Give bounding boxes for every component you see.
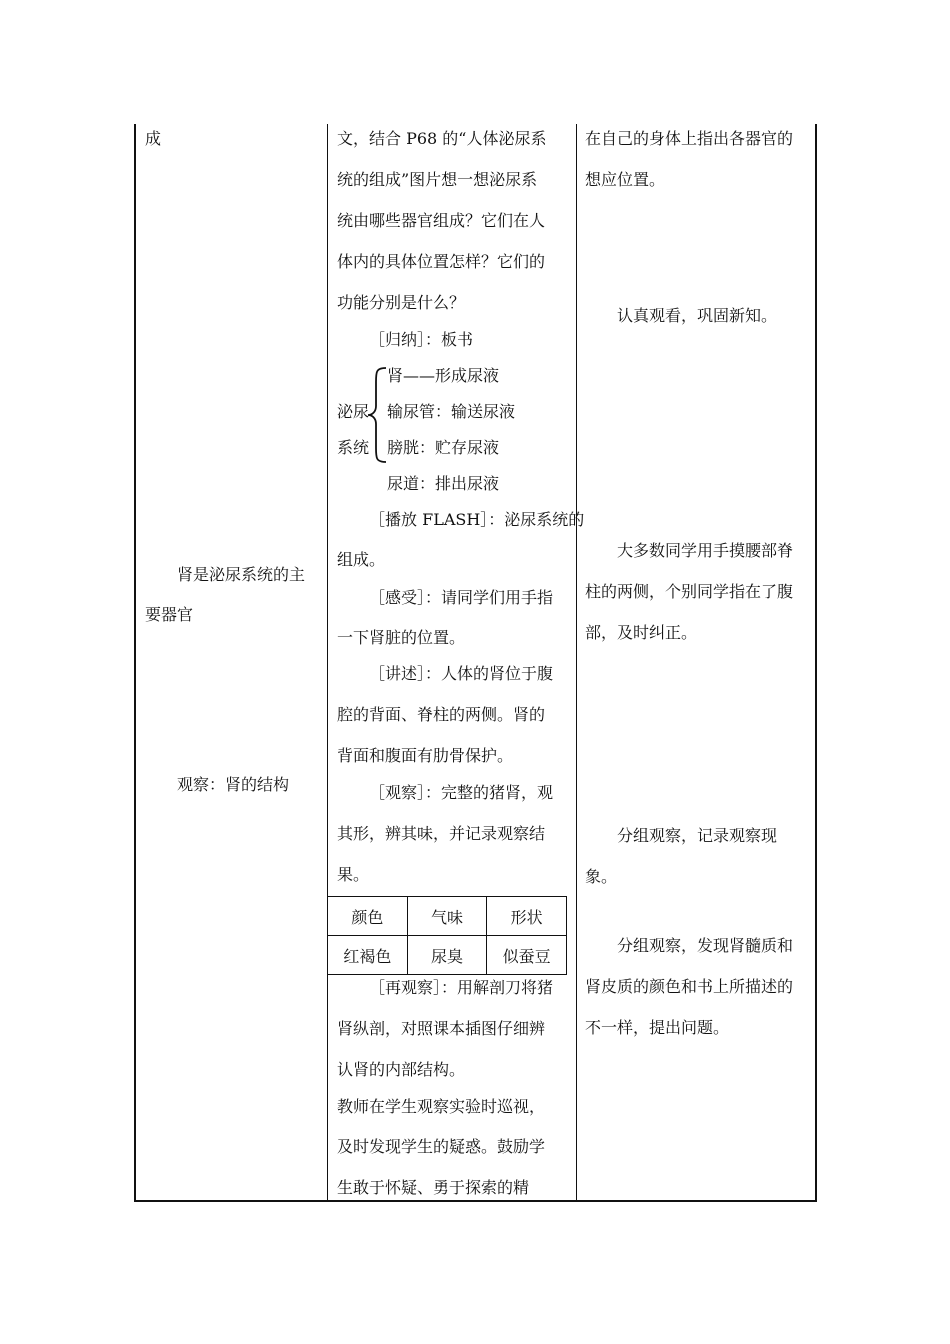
table-header-cell: 颜色: [328, 897, 408, 936]
col3-text: 象。: [585, 867, 618, 886]
col2-text: 果。: [337, 865, 370, 884]
col3-text: 柱的两侧，个别同学指在了腹: [585, 582, 794, 601]
col2-text: 认肾的内部结构。: [337, 1060, 466, 1079]
col2-text: 功能分别是什么？: [337, 293, 466, 312]
col2-text: 背面和腹面有肋骨保护。: [337, 746, 514, 765]
table-row: [328, 936, 567, 975]
col2-text: 统由哪些器官组成？它们在人: [337, 211, 546, 230]
col2-text: ［再观察］：用解剖刀将猪: [369, 978, 554, 997]
col2-text: 生敢于怀疑、勇于探索的精: [337, 1178, 530, 1197]
col2-text: ［观察］：完整的猪肾，观: [369, 783, 554, 802]
col2-text: 其形，辨其味，并记录观察结: [337, 824, 546, 843]
column-divider-2: [576, 124, 577, 1200]
table-cell: 似蚕豆: [487, 936, 567, 975]
table-cell: 尿臭: [407, 936, 487, 975]
col2-text: 统的组成”图片想一想泌尿系: [337, 170, 538, 189]
brace-label: 泌尿: [337, 402, 370, 421]
col3-text: 分组观察，发现肾髓质和: [617, 936, 794, 955]
brace-item: 输尿管：输送尿液: [387, 402, 516, 421]
col2-text: 腔的背面、脊柱的两侧。肾的: [337, 705, 546, 724]
col2-text: ［归纳］：板书: [369, 330, 474, 349]
col1-text: 要器官: [145, 605, 194, 624]
col2-text: ［播放 FLASH］：泌尿系统的: [369, 510, 585, 529]
table-header-cell: 气味: [407, 897, 487, 936]
col3-text: 肾皮质的颜色和书上所描述的: [585, 977, 794, 996]
col3-text: 大多数同学用手摸腰部脊: [617, 541, 794, 560]
table-row: [328, 897, 567, 936]
col2-text: 文，结合 P68 的“人体泌尿系: [337, 129, 547, 148]
table-header-cell: 形状: [487, 897, 567, 936]
col2-text: 一下肾脏的位置。: [337, 628, 466, 647]
column-divider-1: [327, 124, 328, 1200]
col2-text: 组成。: [337, 550, 386, 569]
col3-text: 想应位置。: [585, 170, 666, 189]
col2-text: 肾纵剖，对照课本插图仔细辨: [337, 1019, 546, 1038]
brace-label: 系统: [337, 438, 370, 457]
observation-table: [327, 896, 567, 975]
col2-text: ［感受］：请同学们用手指: [369, 588, 554, 607]
col1-text: 观察：肾的结构: [177, 775, 290, 794]
col3-text: 分组观察，记录观察现: [617, 826, 778, 845]
col3-text: 不一样，提出问题。: [585, 1018, 730, 1037]
lesson-table-frame: [134, 124, 817, 1202]
col2-text: 教师在学生观察实验时巡视，: [337, 1097, 546, 1116]
brace-item: 肾——形成尿液: [387, 366, 500, 385]
col1-text: 肾是泌尿系统的主: [177, 565, 306, 584]
col3-text: 认真观看，巩固新知。: [617, 306, 778, 325]
col3-text: 在自己的身体上指出各器官的: [585, 129, 794, 148]
col2-text: ［讲述］：人体的肾位于腹: [369, 664, 554, 683]
col1-text: 成: [145, 129, 162, 148]
col3-text: 部，及时纠正。: [585, 623, 698, 642]
brace-item: 尿道：排出尿液: [387, 474, 500, 493]
col2-text: 及时发现学生的疑惑。鼓励学: [337, 1137, 546, 1156]
col2-text: 体内的具体位置怎样？它们的: [337, 252, 546, 271]
curly-brace-icon: [366, 366, 388, 464]
table-cell: 红褐色: [328, 936, 408, 975]
brace-item: 膀胱：贮存尿液: [387, 438, 500, 457]
